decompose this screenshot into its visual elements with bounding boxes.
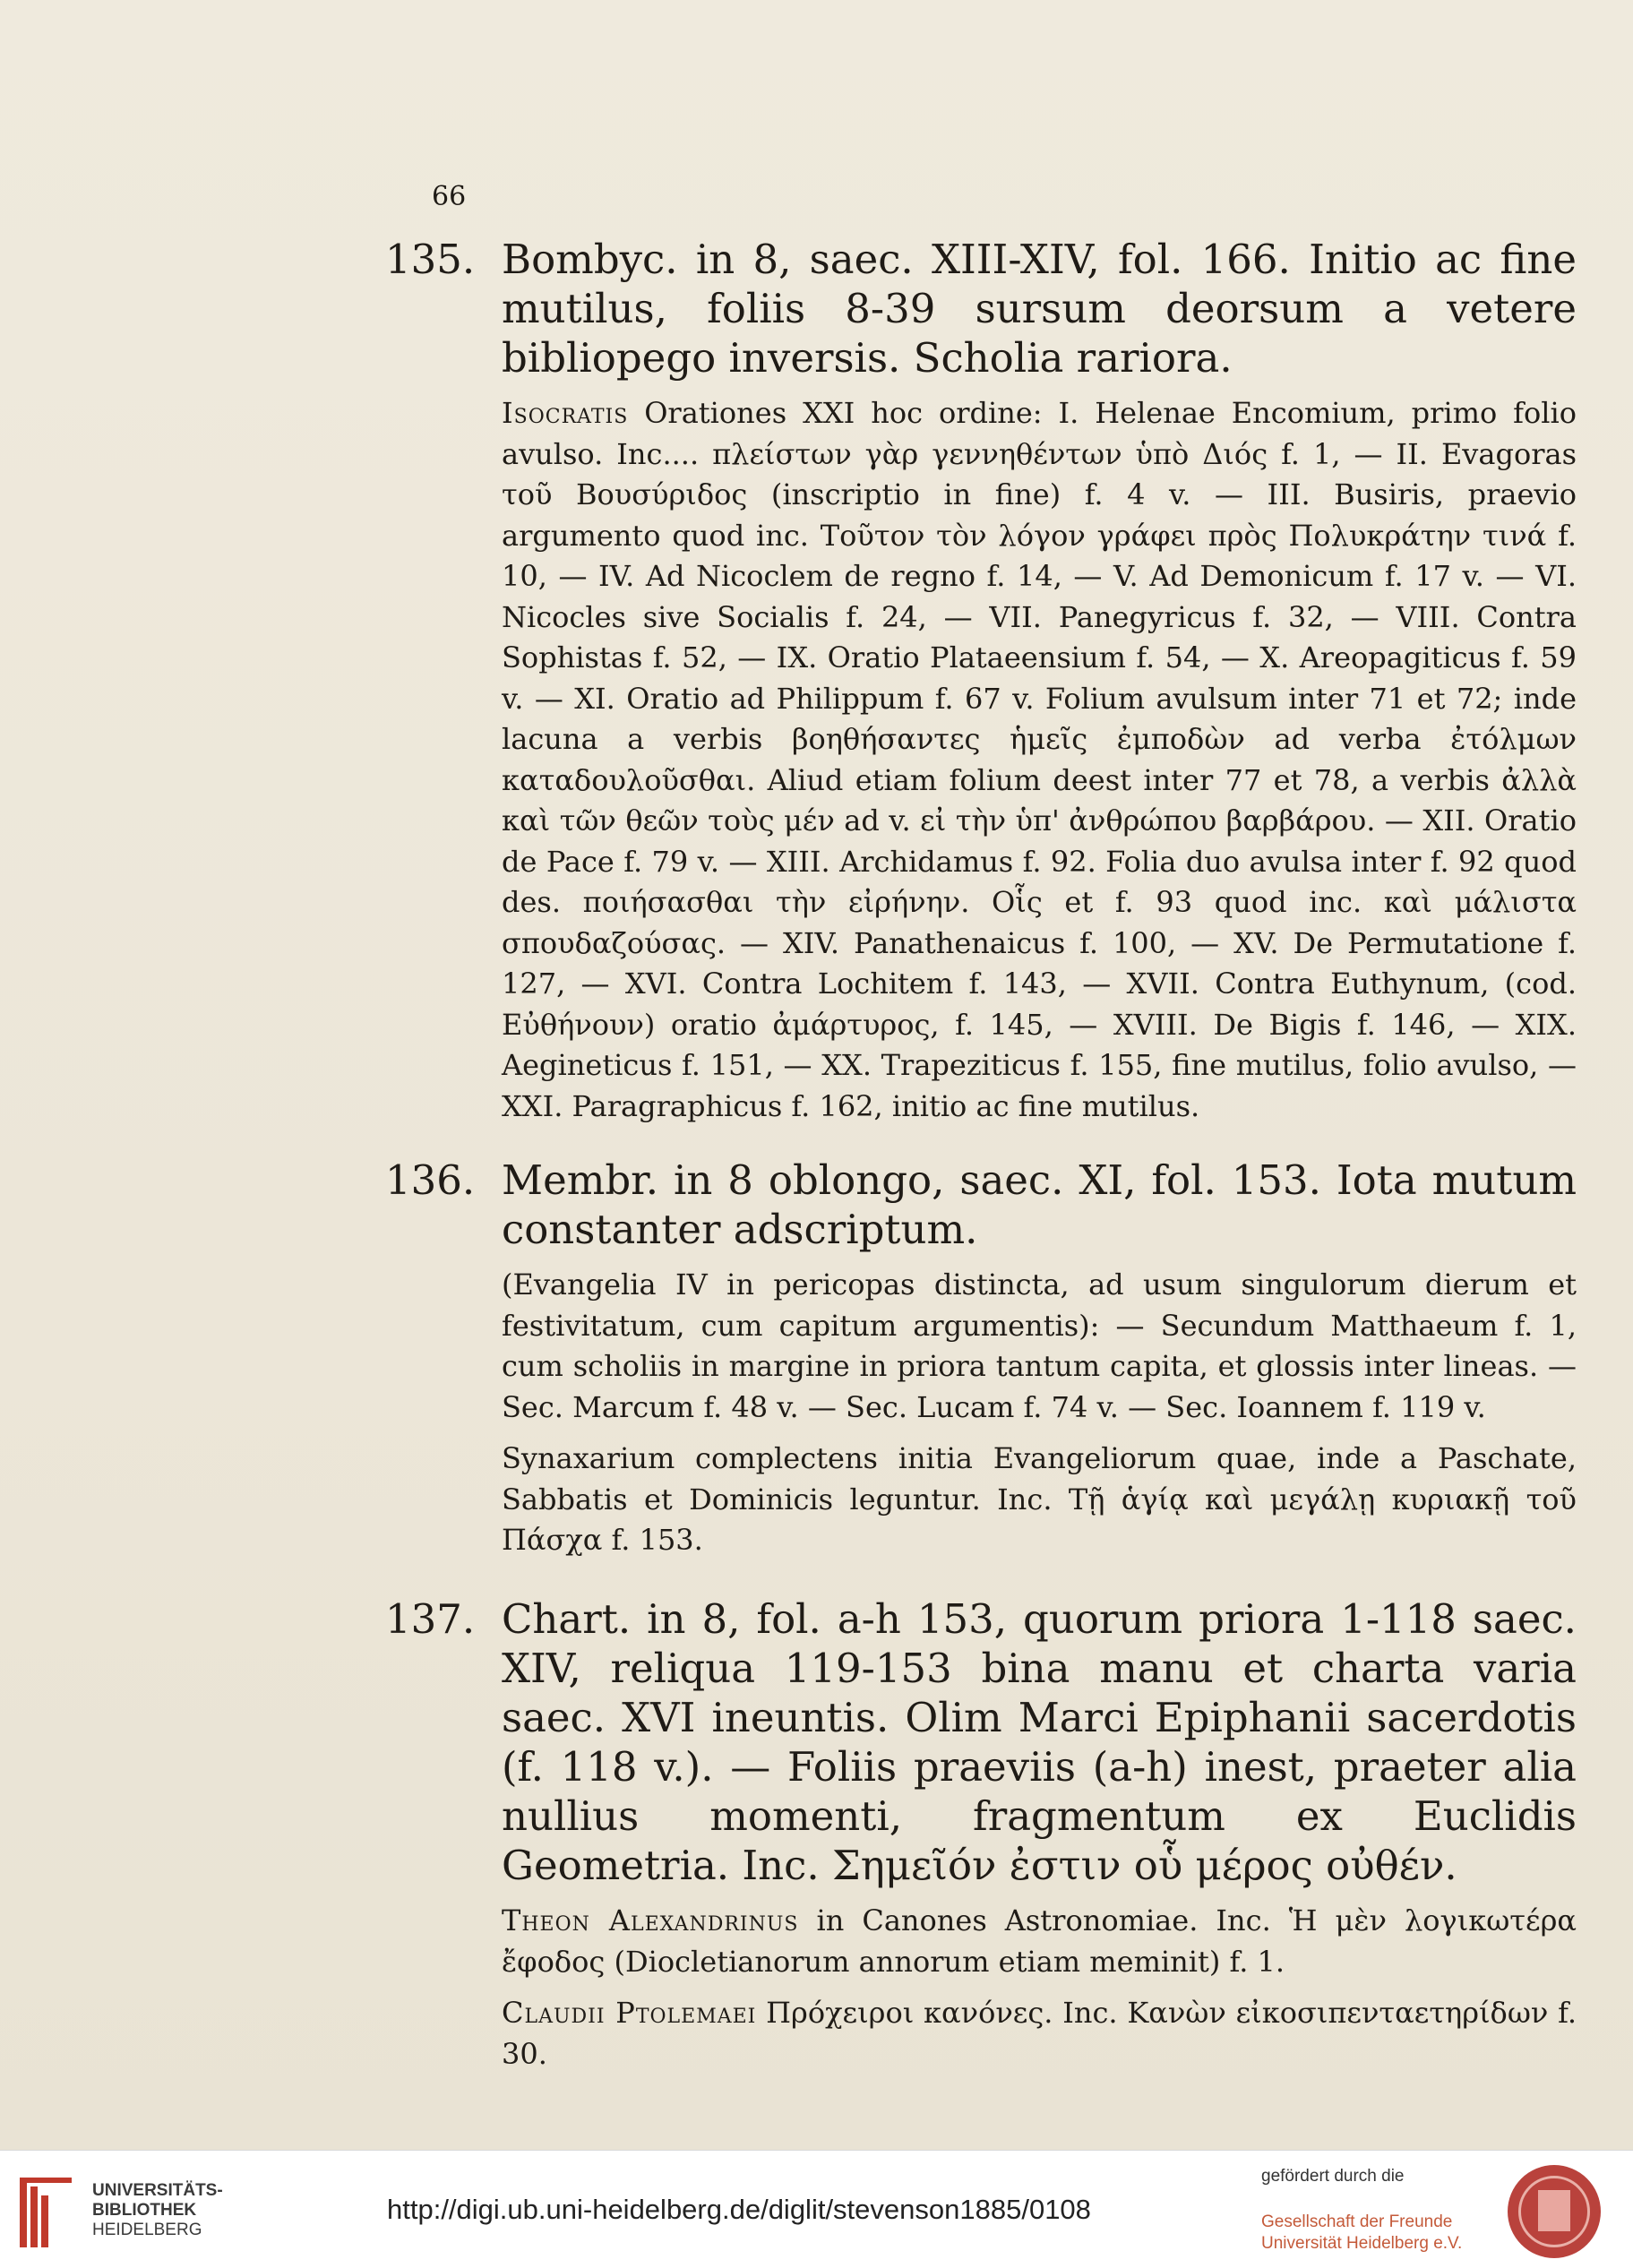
entry-description: Membr. in 8 oblongo, saec. XI, fol. 153. Iota mutum constanter adscriptum. [502,1156,1577,1253]
paragraph-text: Πρόχειροι κανόνες. Inc. Κανὼν εἰκοσιπενταετηρίδων f. 30. [502,1996,1577,2071]
page-number: 66 [432,181,467,212]
university-library-logo-icon[interactable] [16,2174,79,2251]
entry-heading [385,1155,1577,1254]
sponsor-name[interactable] [1261,2212,1462,2255]
sponsor-name-line: Universität Heidelberg e.V. [1261,2234,1463,2253]
library-name [92,2181,223,2240]
catalog-entry [385,235,1577,1127]
university-seal-icon [1508,2165,1601,2258]
catalog-entry [385,1594,1577,2075]
entry-paragraph [385,1901,1577,1982]
entry-number: 137. [385,1595,476,1643]
sponsor-block [1261,2167,1462,2255]
entry-paragraph [385,1439,1577,1561]
author-name: Claudii Ptolemaei [502,1996,757,2030]
paragraph-text: (Evangelia IV in pericopas distincta, ad usum singulorum dierum et festivitatum, cum capitum argumentis): — Secundum Matthaeum f. 1, cum scholiis in margine in priora tantum capita, et glossis inter lineas. — Sec. Marcum f. 48 v. — Sec. Lucam f. 74 v. — Sec. Ioannem f. 119 v. [502,1267,1577,1424]
catalog-entry [385,1155,1577,1561]
entry-description: Chart. in 8, fol. a-h 153, quorum priora 1-118 saec. XIV, reliqua 119-153 bina manu et charta varia saec. XVI ineuntis. Olim Marci Epiphanii sacerdotis (f. 118 v.). — Foliis praeviis (a-h) inest, praeter alia nullius momenti, fragmentum ex Euclidis Geometria. Inc. Σημεῖόν ἐστιν οὗ μέρος οὐθέν. [502,1595,1577,1889]
paragraph-text: Synaxarium complectens initia Evangeliorum quae, inde a Paschate, Sabbatis et Dominicis leguntur. Inc. Τῇ ἁγίᾳ καὶ μεγάλῃ κυριακῇ τοῦ Πάσχα f. 153. [502,1441,1577,1557]
author-name: Theon Alexandrinus [502,1903,799,1937]
entry-paragraph [385,1265,1577,1428]
seal-emblem [1538,2190,1570,2231]
viewer-footer [0,2150,1633,2268]
author-name: Isocratis [502,396,629,430]
library-name-line: BIBLIOTHEK [92,2201,197,2220]
sponsor-label: gefördert durch die [1261,2167,1405,2186]
entry-paragraph [385,1993,1577,2075]
entry-number: 135. [385,236,476,283]
entry-number: 136. [385,1156,476,1204]
entry-paragraph [385,393,1577,1127]
permalink-url[interactable]: http://digi.ub.uni-heidelberg.de/diglit/stevenson1885/0108 [387,2194,1091,2225]
library-name-line: HEIDELBERG [92,2221,202,2239]
entry-description: Bombyc. in 8, saec. XIII-XIV, fol. 166. Initio ac fine mutilus, foliis 8-39 sursum deorsum a vetere bibliopego inversis. Scholia rariora. [502,236,1577,382]
paragraph-text: Orationes XXI hoc ordine: I. Helenae Encomium, primo folio avulso. Inc.... πλείστων γὰρ γεννηθέντων ὑπὸ Διός f. 1, — II. Evagoras τοῦ Βουσύριδος (inscriptio in fine) f. 4 v. — III. Busiris, praevio argumento quod inc. Τοῦτον τὸν λόγον γράφει πρὸς Πολυκράτην τινά f. 10, — IV. Ad Nicoclem de regno f. 14, — V. Ad Demonicum f. 17 v. — VI. Nicocles sive Socialis f. 24, — VII. Panegyricus f. 32, — VIII. Contra Sophistas f. 52, — IX. Oratio Plataeensium f. 54, — X. Areopagiticus f. 59 v. — XI. Oratio ad Philippum f. 67 v. Folium avulsum inter 71 et 72; inde lacuna a verbis βοηθήσαντες ἡμεῖς ἐμποδὼν ad verba ἐτόλμων καταδουλοῦσθαι. Aliud etiam folium deest inter 77 et 78, a verbis ἀλλὰ καὶ τῶν θεῶν τοὺς μέν ad v. εἰ τὴν ὑπ' ἀνθρώπου βαρβάρου. — XII. Oratio de Pace f. 79 v. — XIII. Archidamus f. 92. Folia duo avulsa inter f. 92 quod des. ποιήσασθαι τὴν εἰρήνην. Οἷς et f. 93 quod inc. καὶ μάλιστα σπουδαζούσας. — XIV. Panathenaicus f. 100, — XV. De Permutatione f. 127, — XVI. Contra Lochitem f. 143, — XVII. Contra Euthynum, (cod. Εὐθήνουν) oratio ἀμάρτυρος, f. 145, — XVIII. De Bigis f. 146, — XIX. Aegineticus f. 151, — XX. Trapeziticus f. 155, fine mutilus, folio avulso, — XXI. Paragraphicus f. 162, initio ac fine mutilus. [502,396,1577,1123]
entry-heading [385,1594,1577,1890]
paragraph-text: in Canones Astronomiae. Inc. Ἡ μὲν λογικωτέρα ἔφοδος (Diocletianorum annorum etiam meminit) f. 1. [502,1903,1577,1979]
entry-heading [385,235,1577,382]
sponsor-name-line: Gesellschaft der Freunde [1261,2212,1453,2231]
library-name-line: UNIVERSITÄTS- [92,2181,223,2200]
